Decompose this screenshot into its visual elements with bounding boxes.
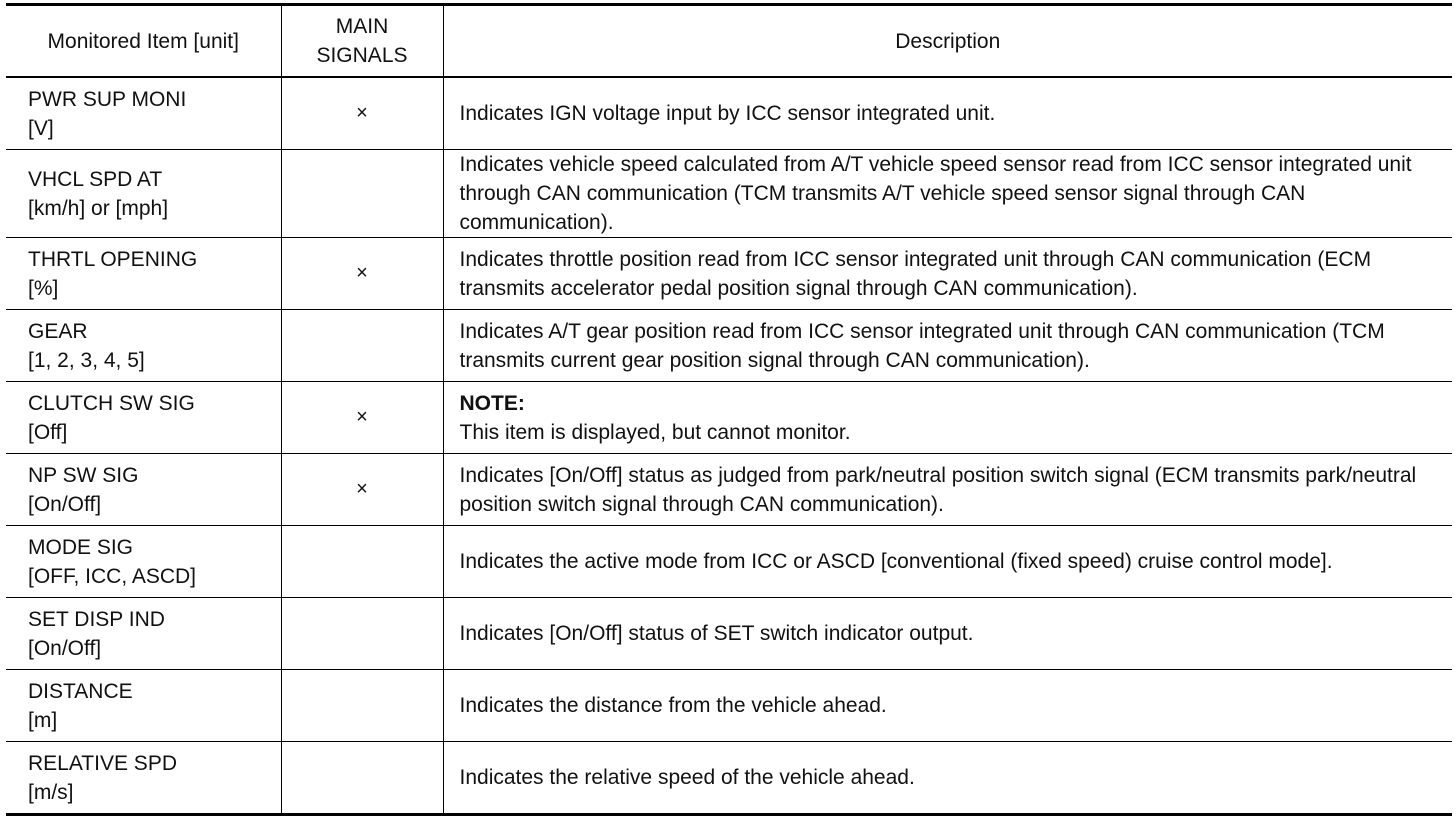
item-unit: [km/h] or [mph] — [28, 196, 169, 220]
table-row — [6, 598, 1452, 670]
item-cell — [6, 382, 281, 454]
main-signal-mark: × — [356, 478, 368, 500]
main-signal-cell — [281, 526, 443, 598]
item-cell — [6, 238, 281, 310]
monitored-items-table — [6, 3, 1452, 816]
table-row — [6, 310, 1452, 382]
item-name: RELATIVE SPD — [28, 751, 177, 775]
item-name: SET DISP IND — [28, 607, 165, 631]
item-cell — [6, 598, 281, 670]
item-name: MODE SIG — [28, 535, 134, 559]
item-unit: [m/s] — [28, 780, 74, 804]
description-cell — [443, 382, 1452, 454]
description-cell — [443, 150, 1452, 238]
table-header-row — [6, 5, 1452, 78]
main-signal-mark: × — [356, 262, 368, 284]
item-name: GEAR — [28, 319, 88, 343]
table-row — [6, 77, 1452, 150]
item-name: VHCL SPD AT — [28, 167, 163, 191]
header-description-label: Description — [895, 29, 1001, 53]
note-label: NOTE: — [459, 391, 525, 415]
table-row — [6, 150, 1452, 238]
item-unit: [On/Off] — [28, 492, 102, 516]
main-signal-cell — [281, 77, 443, 150]
header-monitored-item — [6, 5, 281, 78]
item-cell — [6, 454, 281, 526]
table-row — [6, 526, 1452, 598]
description-cell — [443, 77, 1452, 150]
description-text: Indicates A/T gear position read from ICC sensor integrated unit through CAN communication (TCM transmits current gear position signal through CAN communication). — [459, 319, 1385, 372]
description-cell — [443, 598, 1452, 670]
table-row — [6, 382, 1452, 454]
item-name: PWR SUP MONI — [28, 87, 187, 111]
description-text: This item is displayed, but cannot monitor. — [459, 420, 851, 444]
description-cell — [443, 670, 1452, 742]
main-signal-cell — [281, 598, 443, 670]
header-main-signals-line1: MAIN — [335, 15, 389, 38]
item-cell — [6, 310, 281, 382]
table-row — [6, 238, 1452, 310]
table-row — [6, 454, 1452, 526]
item-unit: [m] — [28, 708, 58, 732]
header-description — [443, 5, 1452, 78]
description-text: Indicates vehicle speed calculated from A/T vehicle speed sensor read from ICC sensor integrated unit through CAN communication (TCM transmits A/T vehicle speed sensor signal through CAN communication). — [459, 153, 1412, 234]
table-row — [6, 670, 1452, 742]
item-unit: [%] — [28, 276, 59, 300]
item-unit: [On/Off] — [28, 636, 102, 660]
item-cell — [6, 150, 281, 238]
main-signal-mark: × — [356, 406, 368, 428]
main-signal-cell — [281, 742, 443, 815]
item-unit: [1, 2, 3, 4, 5] — [28, 348, 145, 372]
description-cell — [443, 310, 1452, 382]
main-signal-cell — [281, 238, 443, 310]
main-signal-cell — [281, 454, 443, 526]
item-name: THRTL OPENING — [28, 247, 198, 271]
description-text: Indicates IGN voltage input by ICC sensor integrated unit. — [459, 102, 996, 125]
main-signal-mark: × — [356, 102, 368, 124]
description-cell — [443, 742, 1452, 815]
description-cell — [443, 526, 1452, 598]
main-signal-cell — [281, 670, 443, 742]
main-signal-cell — [281, 382, 443, 454]
item-cell — [6, 526, 281, 598]
description-text: Indicates [On/Off] status as judged from park/neutral position switch signal (ECM transmits park/neutral position switch signal through CAN communication). — [459, 463, 1417, 516]
description-text: Indicates the active mode from ICC or ASCD [conventional (fixed speed) cruise control mode]. — [459, 550, 1333, 573]
description-cell — [443, 238, 1452, 310]
item-name: CLUTCH SW SIG — [28, 391, 195, 415]
header-main-signals-line2: SIGNALS — [316, 44, 408, 67]
description-cell — [443, 454, 1452, 526]
description-text: Indicates throttle position read from ICC sensor integrated unit through CAN communication (ECM transmits accelerator pedal position signal through CAN communication). — [459, 247, 1372, 300]
item-unit: [OFF, ICC, ASCD] — [28, 564, 197, 588]
description-text: Indicates the distance from the vehicle ahead. — [459, 694, 887, 717]
main-signal-cell — [281, 150, 443, 238]
table-row — [6, 742, 1452, 815]
description-text: Indicates [On/Off] status of SET switch indicator output. — [459, 622, 974, 645]
item-unit: [V] — [28, 116, 54, 140]
item-cell — [6, 742, 281, 815]
header-main-signals — [281, 5, 443, 78]
item-unit: [Off] — [28, 420, 68, 444]
item-cell — [6, 670, 281, 742]
item-cell — [6, 77, 281, 150]
main-signal-cell — [281, 310, 443, 382]
item-name: DISTANCE — [28, 679, 133, 703]
description-text: Indicates the relative speed of the vehicle ahead. — [459, 766, 915, 789]
header-monitored-item-label: Monitored Item [unit] — [47, 29, 239, 53]
item-name: NP SW SIG — [28, 463, 139, 487]
